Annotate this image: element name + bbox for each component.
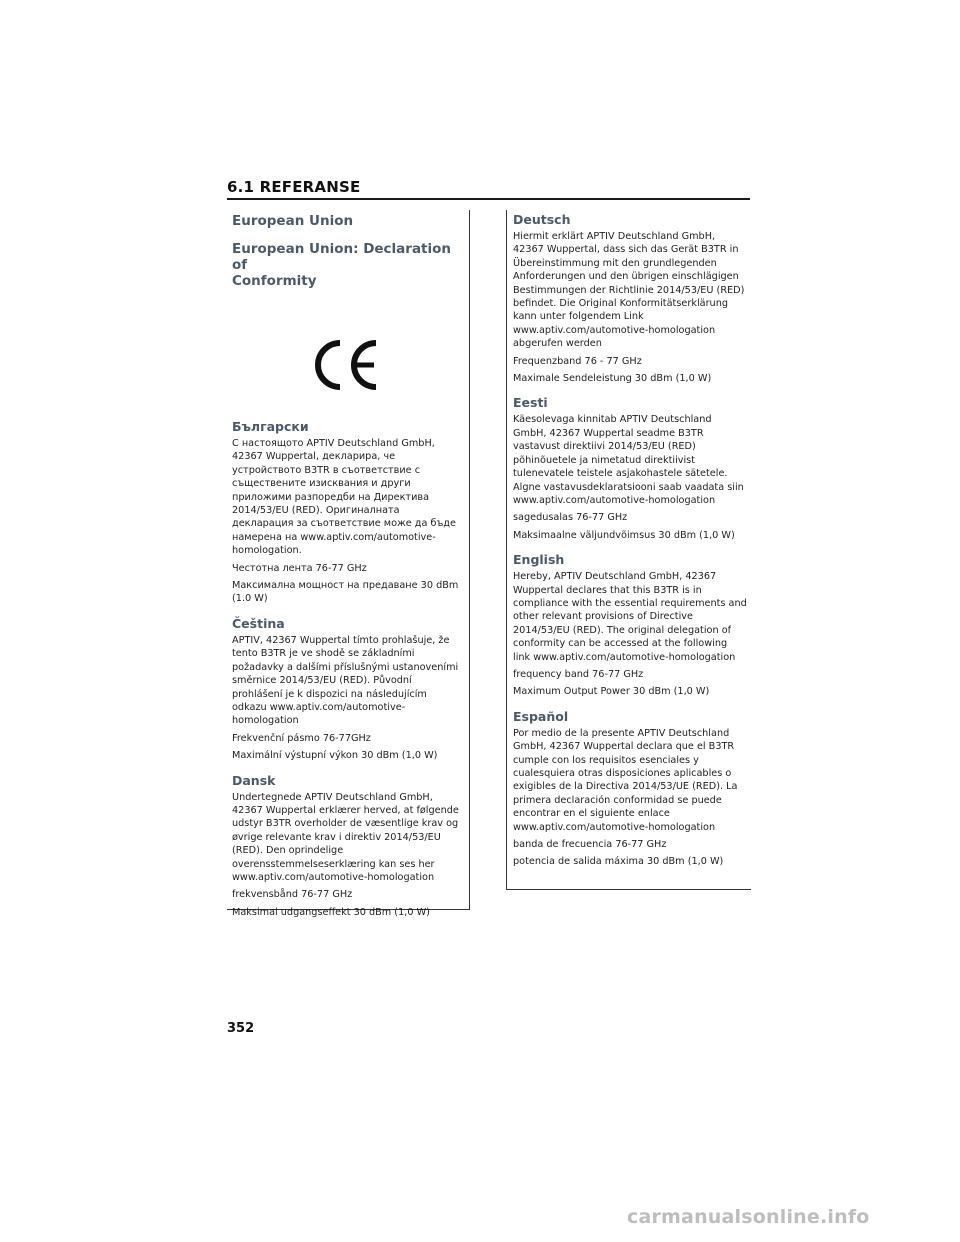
- spec-line: Maximum Output Power 30 dBm (1,0 W): [513, 686, 710, 698]
- ce-mark: [232, 289, 463, 419]
- declaration-text: С настоящото APTIV Deutschland GmbH, 42367 Wuppertal, декларира, че устройството B3TR в съответствие с съществените изисквания и други приложими разпоредби на Директива 2014/53/EU (RED). Оригиналната декларация за съответствие може да бъде намерена на www.aptiv.com/automotive-homologation.: [232, 438, 456, 557]
- declaration-title-line-1: European Union: Declaration of: [232, 241, 452, 273]
- spec-line: Максимална мощност на предаване 30 dBm (1.0 W): [232, 580, 459, 605]
- language-section: [232, 773, 463, 920]
- declaration-text: Undertegnede APTIV Deutschland GmbH, 42367 Wuppertal erklærer herved, at følgende udstyr B3TR overholder de væsentlige krav og øvrige relevante krav i direktiv 2014/53/EU (RED). Den oprindelige overensstemmelseserklæring kan ses her www.aptiv.com/automotive-homologation: [232, 791, 459, 883]
- spec-line: Maximální výstupní výkon 30 dBm (1,0 W): [232, 750, 438, 762]
- language-section: [232, 616, 463, 763]
- declaration-title-line-2: Conformity: [232, 273, 317, 289]
- right-column: [506, 210, 751, 890]
- spec-line: Maksimal udgangseffekt 30 dBm (1,0 W): [232, 906, 430, 918]
- language-section: [513, 212, 747, 385]
- spec-line: frequency band 76-77 GHz: [513, 668, 644, 680]
- watermark: carmanualsonline.info: [627, 1206, 870, 1228]
- spec-line: Maksimaalne väljundvõimsus 30 dBm (1,0 W): [513, 529, 735, 541]
- left-language-sections: [232, 419, 463, 919]
- language-title: Eesti: [513, 395, 548, 411]
- language-section: [513, 395, 747, 542]
- ce-mark-icon: [310, 339, 382, 391]
- spec-line: frekvensbånd 76-77 GHz: [232, 889, 353, 901]
- language-section: [232, 419, 463, 606]
- language-title: Български: [232, 419, 309, 434]
- declaration-text: Por medio de la presente APTIV Deutschland GmbH, 42367 Wuppertal declara que el B3TR cumple con los requisitos esenciales y cualesquiera otras disposiciones aplicables o exigibles de la Directiva 2014/53/UE (RED). La primera declaración conformidad se puede encontrar en el siguiente enlace www.aptiv.com/automotive-homologation: [513, 727, 738, 833]
- language-title: Dansk: [232, 772, 276, 788]
- section-header: 6.1 REFERANSE: [227, 178, 361, 196]
- eu-title: European Union: [232, 213, 354, 229]
- header-rule: [227, 198, 750, 200]
- declaration-text: APTIV, 42367 Wuppertal tímto prohlašuje, že tento B3TR je ve shodě se základními požadavky a dalšími příslušnými ustanoveními směrnice 2014/53/EU (RED). Původní prohlášení je k dispozici na následujícím odkazu www.aptiv.com/automotive-homologation: [232, 634, 459, 727]
- spec-line: potencia de salida máxima 30 dBm (1,0 W): [513, 856, 724, 868]
- spec-line: Maximale Sendeleistung 30 dBm (1,0 W): [513, 373, 712, 385]
- spec-line: sagedusalas 76-77 GHz: [513, 512, 628, 524]
- language-title: Čeština: [232, 615, 285, 631]
- spec-line: Frekvenční pásmo 76-77GHz: [232, 732, 371, 744]
- language-section: [513, 709, 747, 869]
- language-title: Deutsch: [513, 212, 571, 227]
- spec-line: Frequenzband 76 - 77 GHz: [513, 355, 642, 367]
- language-title: Español: [513, 708, 569, 724]
- left-column: [227, 210, 470, 918]
- declaration-text: Hereby, APTIV Deutschland GmbH, 42367 Wuppertal declares that this B3TR is in compliance with the essential requirements and other relevant provisions of Directive 2014/53/EU (RED). The original delegation of conformity can be accessed at the following link www.aptiv.com/automotive-homologation: [513, 571, 747, 663]
- declaration-text: Käesolevaga kinnitab APTIV Deutschland GmbH, 42367 Wuppertal seadme B3TR vastavust direktiivi 2014/53/EU (RED) põhinõuetele ja nimetatud direktiivist tulenevatele teistele asjakohastele sätetele. Algne vastavusdeklaratsiooni saab vaadata siin www.aptiv.com/automotive-homologation: [513, 414, 744, 506]
- language-title: English: [513, 552, 565, 568]
- page-number: 352: [227, 1021, 255, 1036]
- right-language-sections: [513, 212, 747, 869]
- language-section: [513, 552, 747, 699]
- spec-line: Честотна лента 76-77 GHz: [232, 562, 367, 574]
- declaration-text: Hiermit erklärt APTIV Deutschland GmbH, 42367 Wuppertal, dass sich das Gerät B3TR in Übereinstimmung mit den grundlegenden Anforderungen und den übrigen einschlägigen Bestimmungen der Richtlinie 2014/53/EU (RED) befindet. Die Original Konformitätserklärung kann unter folgendem Link www.aptiv.com/automotive-homologation abgerufen werden: [513, 231, 745, 350]
- declaration-title: [232, 241, 463, 289]
- spec-line: banda de frecuencia 76-77 GHz: [513, 839, 667, 851]
